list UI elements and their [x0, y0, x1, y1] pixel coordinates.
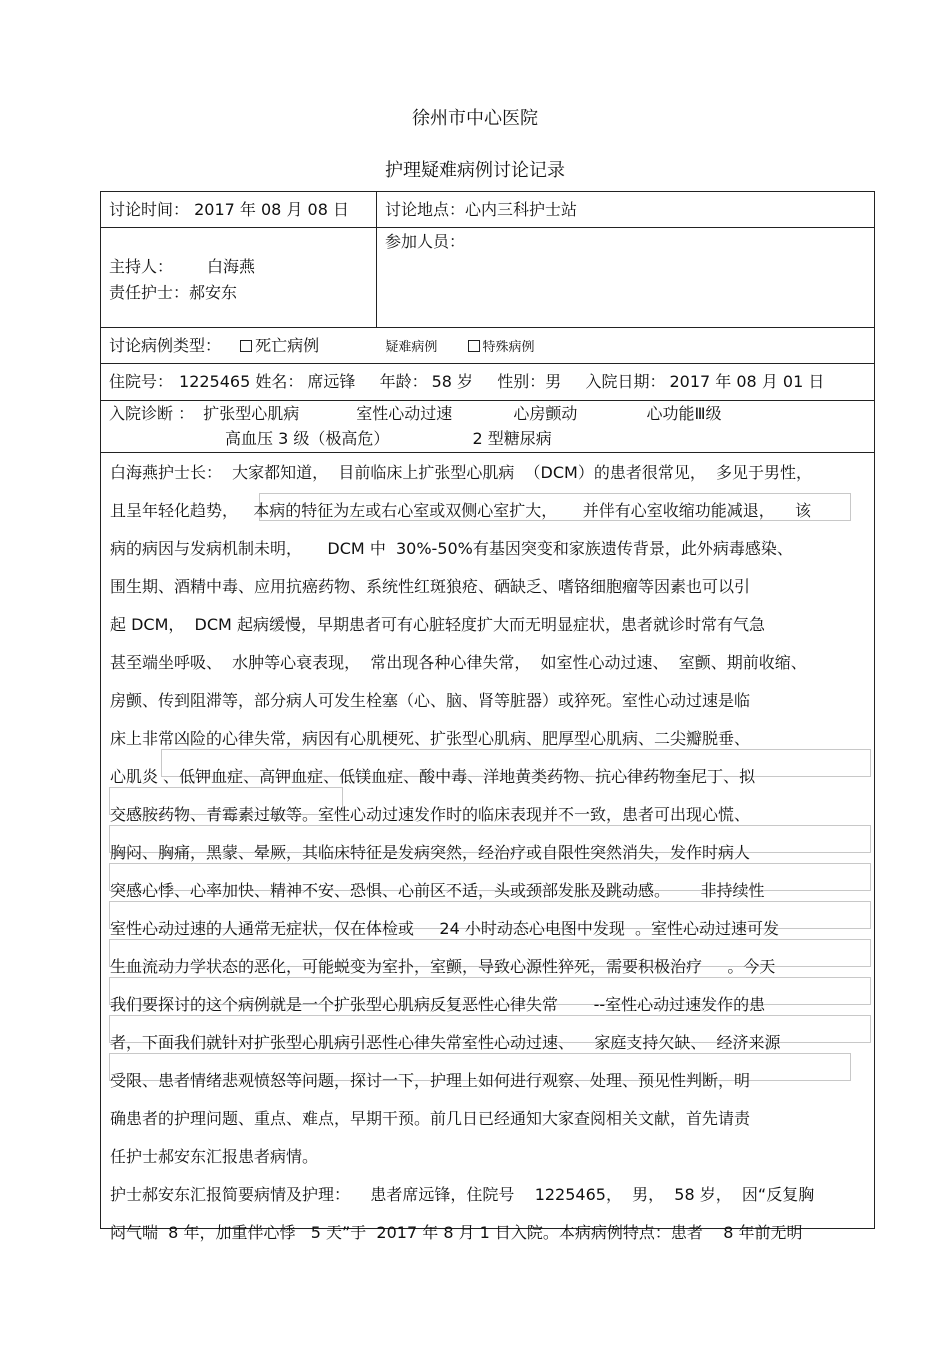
patient-id-label: 住院号： — [109, 372, 174, 391]
patient-age-value: 58 岁 — [431, 372, 474, 391]
patient-name-label: 姓名： — [255, 372, 304, 391]
patient-info-cell — [101, 364, 875, 401]
patient-age-label: 年龄： — [379, 372, 428, 391]
discussion-content-cell — [101, 453, 875, 1242]
discussion-line: 确患者的护理问题、重点、难点，早期干预。前几日已经通知大家查阅相关文献，首先请责 — [110, 1109, 751, 1128]
discussion-line: 且呈年轻化趋势， 本病的特征为左或右心室或双侧心室扩大， 并伴有心室收缩功能减退， 该 — [110, 501, 812, 520]
discussion-line: 围生期、酒精中毒、应用抗癌药物、系统性红斑狼疮、硒缺乏、嗜铬细胞瘤等因素也可以引 — [110, 577, 751, 596]
discussion-line: 白海燕护士长： 大家都知道， 目前临床上扩张型心肌病 （DCM）的患者很常见， 多见于男性， — [110, 463, 812, 482]
discussion-place-label: 讨论地点： — [385, 200, 466, 219]
discussion-line: 床上非常凶险的心律失常，病因有心肌梗死、扩张型心肌病、肥厚型心肌病、二尖瓣脱垂、 — [110, 729, 751, 748]
patient-id-value: 1225465 — [179, 372, 251, 391]
special-case-option: 特殊病例 — [482, 340, 535, 355]
diagnosis-item: 扩张型心肌病 — [203, 404, 300, 423]
discussion-line: 胸闷、胸痛，黑蒙、晕厥，其临床特征是发病突然，经治疗或自限性突然消失，发作时病人 — [110, 843, 751, 862]
nurse-value: 郝安东 — [189, 283, 238, 302]
discussion-time-value: 2017 年 08 月 08 日 — [194, 200, 349, 219]
admit-date-value: 2017 年 08 月 01 日 — [669, 372, 825, 391]
diagnosis-label: 入院诊断 ： — [109, 404, 195, 423]
discussion-line: 交感胺药物、青霉素过敏等。室性心动过速发作时的临床表现并不一致，患者可出现心慌、 — [110, 805, 751, 824]
case-type-cell — [101, 328, 875, 364]
host-value: 白海燕 — [207, 257, 256, 276]
discussion-line: 护士郝安东汇报简要病情及护理： 患者席远锋，住院号 1225465， 男， 58 岁， 因“反复胸 — [110, 1185, 815, 1204]
case-type-label: 讨论病例类型： — [109, 336, 222, 355]
diagnosis-cell — [101, 401, 875, 453]
difficult-case-option: 疑难病例 — [385, 340, 438, 355]
diagnosis-item: 心功能Ⅲ级 — [646, 404, 722, 423]
discussion-place-cell — [377, 192, 875, 228]
discussion-line: 房颤、传到阻滞等，部分病人可发生栓塞（心、脑、肾等脏器）或猝死。室性心动过速是临 — [110, 691, 751, 710]
record-title: 护理疑难病例讨论记录 — [385, 160, 565, 181]
discussion-line: 心肌炎 、低钾血症、高钾血症、低镁血症、酸中毒、洋地黄类药物、抗心律药物奎尼丁、拟 — [110, 767, 756, 786]
discussion-line: 任护士郝安东汇报患者病情。 — [110, 1147, 319, 1166]
diagnosis-item: 高血压 3 级（极高危） — [225, 429, 390, 448]
discussion-line: 甚至端坐呼吸、 水肿等心衰表现， 常出现各种心律失常， 如室性心动过速、 室颤、期前收缩、 — [110, 653, 807, 672]
host-label: 主持人： — [109, 257, 174, 276]
participants-cell — [377, 228, 875, 328]
host-cell — [101, 228, 377, 328]
discussion-time-cell — [101, 192, 377, 228]
diagnosis-item: 2 型糖尿病 — [472, 429, 552, 448]
special-case-checkbox[interactable] — [468, 340, 480, 352]
patient-name-value: 席远锋 — [307, 372, 356, 391]
discussion-line: 起 DCM， DCM 起病缓慢，早期患者可有心脏轻度扩大而无明显症状，患者就诊时常有气急 — [110, 615, 765, 634]
discussion-place-value: 心内三科护士站 — [465, 200, 578, 219]
patient-sex-label: 性别： — [497, 372, 546, 391]
nurse-label: 责任护士： — [109, 283, 190, 302]
discussion-time-label: 讨论时间： — [109, 200, 190, 219]
discussion-record-table — [100, 191, 875, 1242]
discussion-line: 生血流动力学状态的恶化，可能蜕变为室扑，室颤，导致心源性猝死，需要积极治疗 。今天 — [110, 957, 776, 976]
diagnosis-item: 心房颤动 — [513, 404, 578, 423]
discussion-line: 突感心悸、心率加快、精神不安、恐惧、心前区不适，头或颈部发胀及跳动感。 非持续性 — [110, 881, 765, 900]
hospital-name: 徐州市中心医院 — [412, 108, 538, 129]
discussion-line: 受限、患者情绪悲观愤怒等问题，探讨一下，护理上如何进行观察、处理、预见性判断，明 — [110, 1071, 751, 1090]
death-case-option: 死亡病例 — [255, 336, 320, 355]
discussion-line: 病的病因与发病机制未明， DCM 中 30%-50%有基因突变和家族遗传背景，此外病毒感染、 — [110, 539, 793, 558]
admit-date-label: 入院日期： — [585, 372, 666, 391]
death-case-checkbox[interactable] — [240, 340, 252, 352]
participants-label: 参加人员： — [385, 232, 466, 251]
discussion-line: 我们要探讨的这个病例就是一个扩张型心肌病反复恶性心律失常 --室性心动过速发作的患 — [110, 995, 766, 1014]
discussion-line: 闷气喘 8 年，加重伴心悸 5 天”于 2017 年 8 月 1 日入院。本病病例特点：患者 8 年前无明 — [110, 1223, 803, 1242]
discussion-line: 者，下面我们就针对扩张型心肌病引恶性心律失常室性心动过速、 家庭支持欠缺、 经济来源 — [110, 1033, 781, 1052]
discussion-line: 室性心动过速的人通常无症状，仅在体检或 24 小时动态心电图中发现 。室性心动过速可发 — [110, 919, 780, 938]
diagnosis-item: 室性心动过速 — [356, 404, 453, 423]
patient-sex-value: 男 — [545, 372, 562, 391]
